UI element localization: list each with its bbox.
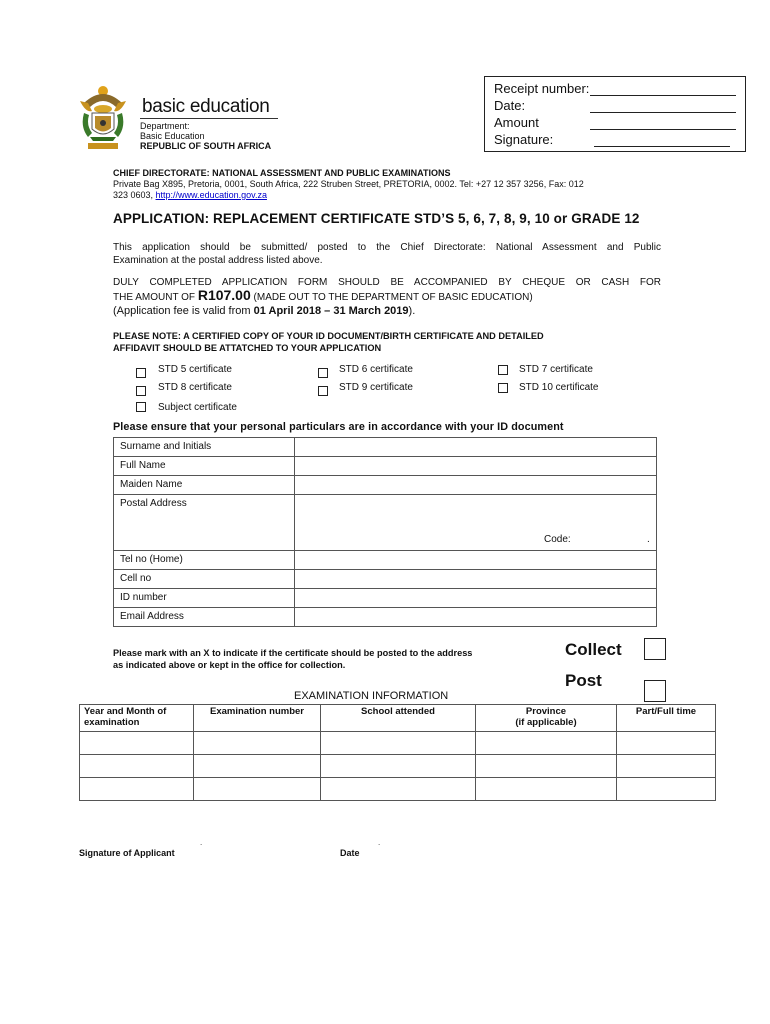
exam-cell[interactable] xyxy=(80,755,194,778)
col-province: Province (if applicable) xyxy=(476,705,617,732)
date-label: Date xyxy=(340,848,360,858)
postal-code-label: Code: xyxy=(544,534,571,545)
post-label: Post xyxy=(565,671,602,690)
cell-label: Cell no xyxy=(114,570,295,589)
fee-prefix: (Application fee is valid from xyxy=(113,305,254,317)
subject-label: Subject certificate xyxy=(158,402,237,413)
duly-line1: DULY COMPLETED APPLICATION FORM SHOULD BE ACCOMPANIED BY CHEQUE OR CASH FOR xyxy=(113,277,661,288)
surname-label: Surname and Initials xyxy=(114,438,295,457)
table-row xyxy=(114,495,657,551)
exam-cell[interactable] xyxy=(617,778,716,801)
brand-department: Department: xyxy=(140,121,190,131)
post-checkbox[interactable] xyxy=(644,680,666,702)
directorate-title: CHIEF DIRECTORATE: NATIONAL ASSESSMENT AND PUBLIC EXAMINATIONS xyxy=(113,168,451,178)
receipt-date-label: Date: xyxy=(494,98,526,113)
table-row xyxy=(114,570,657,589)
coat-of-arms-icon xyxy=(76,83,130,153)
std5-label: STD 5 certificate xyxy=(158,364,232,375)
receipt-amount-label: Amount xyxy=(494,115,539,130)
signature-dot: . xyxy=(200,838,203,847)
duly-prefix: THE AMOUNT OF xyxy=(113,292,198,303)
delivery-line2: as indicated above or kept in the office for collection. xyxy=(113,660,346,670)
collect-label: Collect xyxy=(565,640,622,659)
brand-republic: REPUBLIC OF SOUTH AFRICA xyxy=(140,141,272,151)
std5-checkbox[interactable] xyxy=(136,368,146,378)
std8-label: STD 8 certificate xyxy=(158,382,232,393)
std6-label: STD 6 certificate xyxy=(339,364,413,375)
brand-basic-education: Basic Education xyxy=(140,131,205,141)
website-link[interactable]: http://www.education.gov.za xyxy=(155,190,267,200)
signature-label: Signature of Applicant xyxy=(79,848,175,858)
exam-cell[interactable] xyxy=(194,755,321,778)
exam-cell[interactable] xyxy=(321,778,476,801)
collect-checkbox[interactable] xyxy=(644,638,666,660)
tel-home-label: Tel no (Home) xyxy=(114,551,295,570)
exam-cell[interactable] xyxy=(321,755,476,778)
address-line2: 323 0603, xyxy=(113,190,156,200)
receipt-signature-label: Signature: xyxy=(494,132,554,147)
exam-cell[interactable] xyxy=(617,755,716,778)
id-number-field[interactable] xyxy=(295,589,657,608)
submit-line1: This application should be submitted/ posted to the Chief Directorate: National Assessment and Public xyxy=(113,242,661,253)
address-line1: Private Bag X895, Pretoria, 0001, South Africa, 222 Struben Street, PRETORIA, 0002. Tel: +27 12 357 3256, Fax: 012 xyxy=(113,179,584,189)
std7-label: STD 7 certificate xyxy=(519,364,593,375)
receipt-date-line[interactable] xyxy=(590,112,736,113)
table-row xyxy=(114,551,657,570)
exam-cell[interactable] xyxy=(476,732,617,755)
std7-checkbox[interactable] xyxy=(498,365,508,375)
exam-cell[interactable] xyxy=(617,732,716,755)
exam-cell[interactable] xyxy=(476,755,617,778)
std8-checkbox[interactable] xyxy=(136,386,146,396)
exam-cell[interactable] xyxy=(476,778,617,801)
exam-cell[interactable] xyxy=(194,778,321,801)
table-row xyxy=(114,457,657,476)
fee-amount: R107.00 xyxy=(197,287,251,303)
col-year-month: Year and Month of examination xyxy=(80,705,194,732)
email-field[interactable] xyxy=(295,608,657,627)
fee-validity xyxy=(113,305,661,318)
table-row xyxy=(80,732,716,755)
exam-cell[interactable] xyxy=(194,732,321,755)
email-label: Email Address xyxy=(114,608,295,627)
cell-field[interactable] xyxy=(295,570,657,589)
std9-checkbox[interactable] xyxy=(318,386,328,396)
table-row xyxy=(114,608,657,627)
table-row xyxy=(80,755,716,778)
brand-rule xyxy=(140,118,278,119)
exam-table xyxy=(79,704,716,801)
duly-suffix: (MADE OUT TO THE DEPARTMENT OF BASIC EDUCATION) xyxy=(250,292,533,303)
receipt-number-label: Receipt number: xyxy=(494,81,590,96)
table-row xyxy=(114,589,657,608)
duly-line2 xyxy=(113,289,673,304)
table-header-row xyxy=(80,705,716,732)
delivery-line1: Please mark with an X to indicate if the certificate should be posted to the address xyxy=(113,648,473,658)
receipt-amount-line[interactable] xyxy=(590,129,736,130)
please-note xyxy=(113,330,673,354)
std6-checkbox[interactable] xyxy=(318,368,328,378)
date-dot: . xyxy=(378,838,381,847)
table-row xyxy=(80,778,716,801)
particulars-heading: Please ensure that your personal particulars are in accordance with your ID document xyxy=(113,421,564,433)
postal-address-label: Postal Address xyxy=(114,495,295,551)
postal-code-dot: . xyxy=(647,534,650,545)
full-name-label: Full Name xyxy=(114,457,295,476)
brand-title: basic education xyxy=(142,96,270,117)
std10-label: STD 10 certificate xyxy=(519,382,599,393)
col-school: School attended xyxy=(321,705,476,732)
surname-field[interactable] xyxy=(295,438,657,457)
exam-info-title: EXAMINATION INFORMATION xyxy=(294,690,449,702)
submit-line2: Examination at the postal address listed above. xyxy=(113,255,323,266)
delivery-instruction xyxy=(113,647,563,671)
full-name-field[interactable] xyxy=(295,457,657,476)
particulars-table xyxy=(113,437,657,627)
subject-checkbox[interactable] xyxy=(136,402,146,412)
col-part-full-time: Part/Full time xyxy=(617,705,716,732)
fee-period: 01 April 2018 – 31 March 2019 xyxy=(253,305,409,317)
directorate-address xyxy=(113,179,663,201)
tel-home-field[interactable] xyxy=(295,551,657,570)
table-row xyxy=(114,438,657,457)
exam-cell[interactable] xyxy=(80,732,194,755)
maiden-name-field[interactable] xyxy=(295,476,657,495)
fee-suffix: ). xyxy=(408,305,416,317)
postal-address-field[interactable] xyxy=(295,495,657,551)
receipt-signature-line[interactable] xyxy=(594,146,730,147)
exam-cell[interactable] xyxy=(321,732,476,755)
note-line2: AFFIDAVIT SHOULD BE ATTATCHED TO YOUR APPLICATION xyxy=(113,343,382,353)
table-row xyxy=(114,476,657,495)
application-title: APPLICATION: REPLACEMENT CERTIFICATE STD’S 5, 6, 7, 8, 9, 10 or GRADE 12 xyxy=(113,211,640,226)
maiden-name-label: Maiden Name xyxy=(114,476,295,495)
std10-checkbox[interactable] xyxy=(498,383,508,393)
note-line1: PLEASE NOTE: A CERTIFIED COPY OF YOUR ID DOCUMENT/BIRTH CERTIFICATE AND DETAILED xyxy=(113,331,544,341)
receipt-number-line[interactable] xyxy=(590,95,736,96)
std9-label: STD 9 certificate xyxy=(339,382,413,393)
col-exam-number: Examination number xyxy=(194,705,321,732)
id-number-label: ID number xyxy=(114,589,295,608)
exam-cell[interactable] xyxy=(80,778,194,801)
